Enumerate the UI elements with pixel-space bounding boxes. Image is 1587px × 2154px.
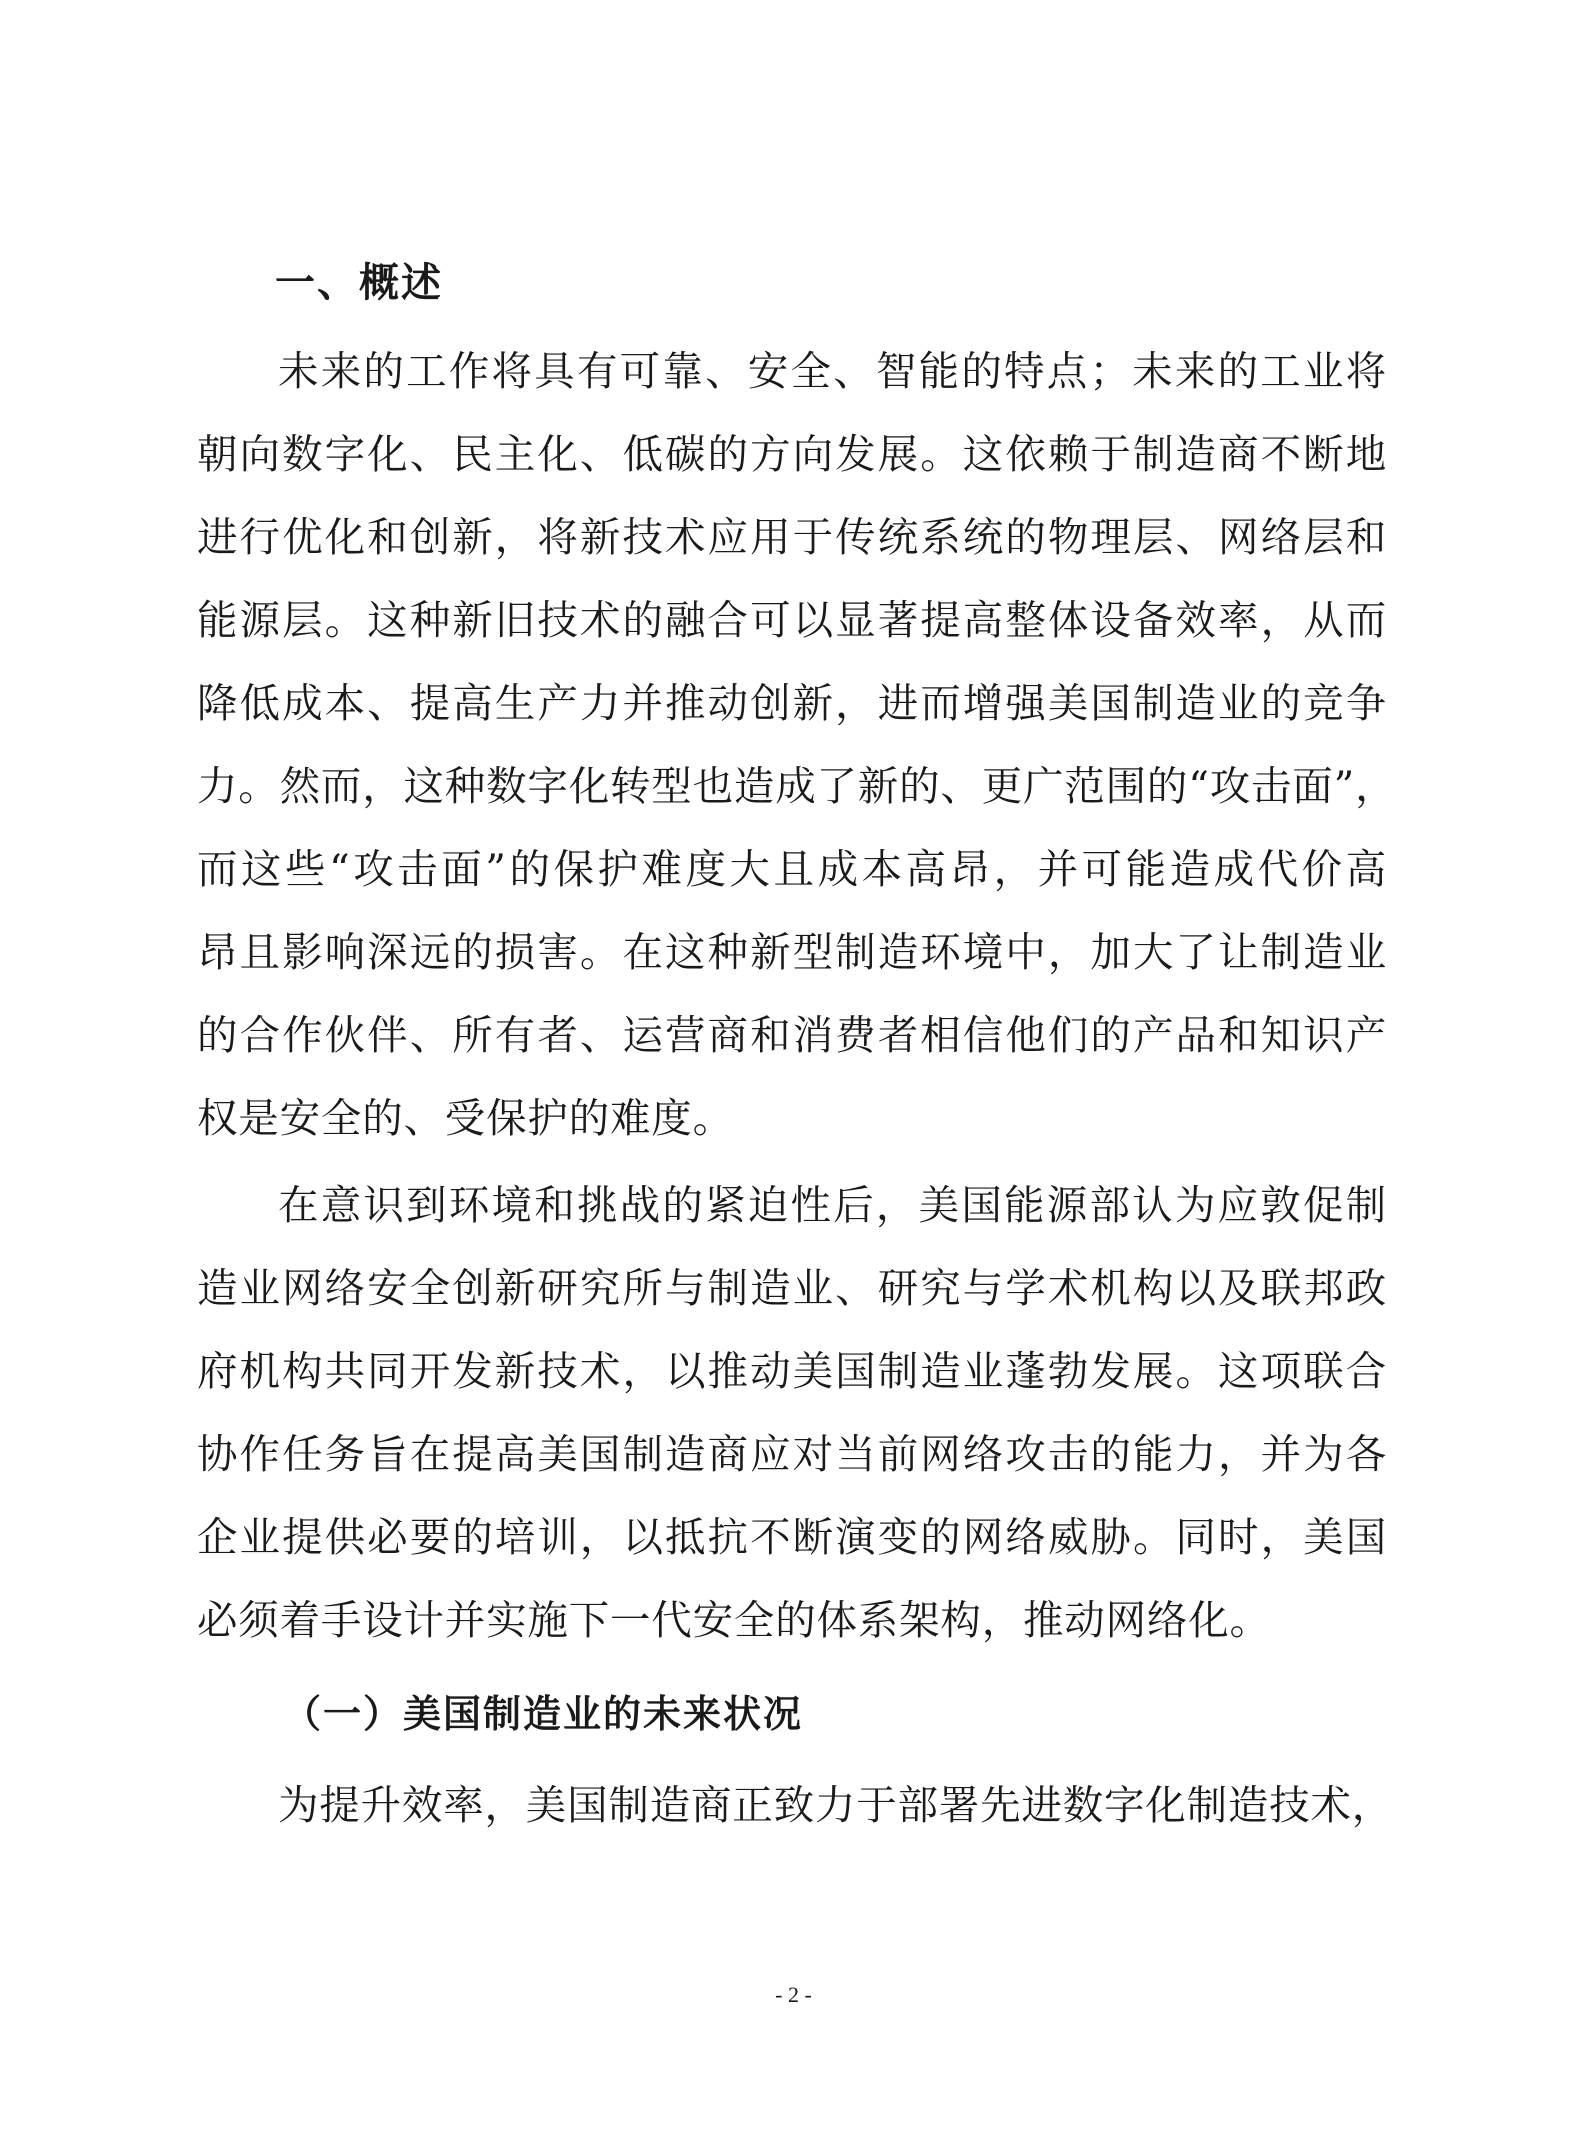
text-line: 能源层。这种新旧技术的融合可以显著提高整体设备效率，从而	[197, 596, 1387, 644]
text-line: 力。然而，这种数字化转型也造成了新的、更广范围的“攻击面”，	[197, 762, 1397, 810]
paragraph-future-1	[197, 1764, 1394, 1848]
text-line: 府机构共同开发新技术，以推动美国制造业蓬勃发展。这项联合	[197, 1347, 1387, 1395]
text-line: 降低成本、提高生产力并推动创新，进而增强美国制造业的竞争	[197, 679, 1387, 727]
text-line: 企业提供必要的培训，以抵抗不断演变的网络威胁。同时，美国	[197, 1513, 1387, 1561]
text-line: 朝向数字化、民主化、低碳的方向发展。这依赖于制造商不断地	[197, 430, 1387, 478]
text-line: 的合作伙伴、所有者、运营商和消费者相信他们的产品和知识产	[197, 1011, 1387, 1059]
text-line: 在意识到环境和挑战的紧迫性后，美国能源部认为应敦促制	[278, 1181, 1387, 1229]
paragraph-overview-1	[197, 330, 1397, 1160]
text-line: 协作任务旨在提高美国制造商应对当前网络攻击的能力，并为各	[197, 1430, 1387, 1478]
paragraph-overview-2	[197, 1164, 1387, 1664]
section-heading-overview: 一、概述	[275, 260, 443, 306]
subsection-heading-future: （一）美国制造业的未来状况	[283, 1692, 804, 1736]
text-line: 昂且影响深远的损害。在这种新型制造环境中，加大了让制造业	[197, 928, 1387, 976]
text-line: 造业网络安全创新研究所与制造业、研究与学术机构以及联邦政	[197, 1264, 1387, 1312]
page-number: - 2 -	[775, 1982, 812, 2007]
text-line: 权是安全的、受保护的难度。	[197, 1094, 734, 1142]
text-line: 为提升效率，美国制造商正致力于部署先进数字化制造技术，	[278, 1781, 1394, 1829]
text-line: 必须着手设计并实施下一代安全的体系架构，推动网络化。	[197, 1596, 1271, 1644]
text-line: 而这些“攻击面”的保护难度大且成本高昂，并可能造成代价高	[197, 845, 1387, 893]
text-line: 未来的工作将具有可靠、安全、智能的特点；未来的工业将	[278, 347, 1387, 395]
text-line: 进行优化和创新，将新技术应用于传统系统的物理层、网络层和	[197, 513, 1387, 561]
